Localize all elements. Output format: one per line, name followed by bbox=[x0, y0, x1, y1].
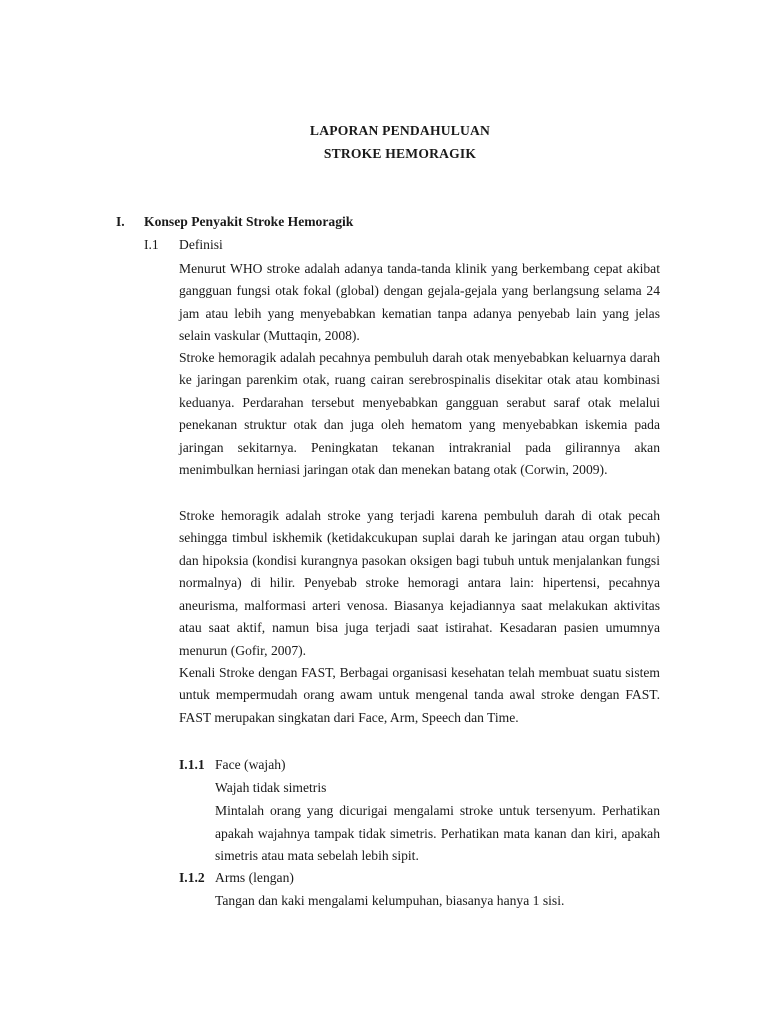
item-label-face: Face (wajah) bbox=[215, 757, 286, 772]
paragraph-fast: Kenali Stroke dengan FAST, Berbagai organisasi kesehatan telah membuat suatu sistem untuk mempermudah orang awam untuk mengenal tanda awal stroke dengan FAST. FAST merupakan singkatan dari Face, Arm, Speech dan Time. bbox=[179, 665, 660, 725]
document-title-line1: LAPORAN PENDAHULUAN bbox=[309, 123, 491, 138]
item-label-arms: Arms (lengan) bbox=[215, 870, 294, 885]
subsection-heading: Definisi bbox=[179, 237, 223, 252]
item-face-line1: Wajah tidak simetris bbox=[215, 780, 327, 795]
item-number-face: I.1.1 bbox=[179, 757, 205, 772]
paragraph-hemorrhagic-definition: Stroke hemoragik adalah pecahnya pembuluh darah otak menyebabkan keluarnya darah ke jaringan parenkim otak, ruang cairan serebrospinalis disekitar otak atau kombinasi keduanya. Perdarahan tersebut menyebabkan gangguan serabut saraf otak melalui penekanan struktur otak dan juga oleh hematom yang menyebabkan iskemia pada jaringan sekitarnya. Peningkatan tekanan intrakranial pada gilirannya akan menimbulkan herniasi jaringan otak dan menekan batang otak (Corwin, 2009). bbox=[179, 350, 660, 478]
paragraph-who-definition: Menurut WHO stroke adalah adanya tanda-tanda klinik yang berkembang cepat akibat gangguan fungsi otak fokal (global) dengan gejala-gejala yang berlangsung selama 24 jam atau lebih yang menyebabkan kematian tanpa adanya penyebab lain yang jelas selain vaskular (Muttaqin, 2008). bbox=[179, 261, 660, 344]
document-title-line2: STROKE HEMORAGIK bbox=[323, 146, 477, 161]
section-heading: Konsep Penyakit Stroke Hemoragik bbox=[144, 214, 354, 229]
paragraph-hemorrhagic-causes: Stroke hemoragik adalah stroke yang terjadi karena pembuluh darah di otak pecah sehingga timbul iskhemik (ketidakcukupan suplai darah ke jaringan atau organ tubuh) dan hipoksia (kondisi kurangnya pasokan oksigen bagi tubuh untuk menjalankan fungsi normalnya) di hilir. Penyebab stroke hemoragi antara lain: hipertensi, pecahnya aneurisma, malformasi arteri venosa. Biasanya kejadiannya saat melakukan aktivitas atau saat aktif, namun bisa juga terjadi saat istirahat. Kesadaran pasien umumnya menurun (Gofir, 2007). bbox=[179, 508, 660, 658]
item-arms-line1: Tangan dan kaki mengalami kelumpuhan, biasanya hanya 1 sisi. bbox=[215, 893, 565, 908]
section-number: I. bbox=[116, 214, 125, 229]
item-face-text: Mintalah orang yang dicurigai mengalami stroke untuk tersenyum. Perhatikan apakah wajahnya tampak tidak simetris. Perhatikan mata kanan dan kiri, apakah simetris atau mata sebelah lebih sipit. bbox=[215, 803, 660, 863]
item-number-arms: I.1.2 bbox=[179, 870, 205, 885]
subsection-number: I.1 bbox=[144, 237, 159, 252]
